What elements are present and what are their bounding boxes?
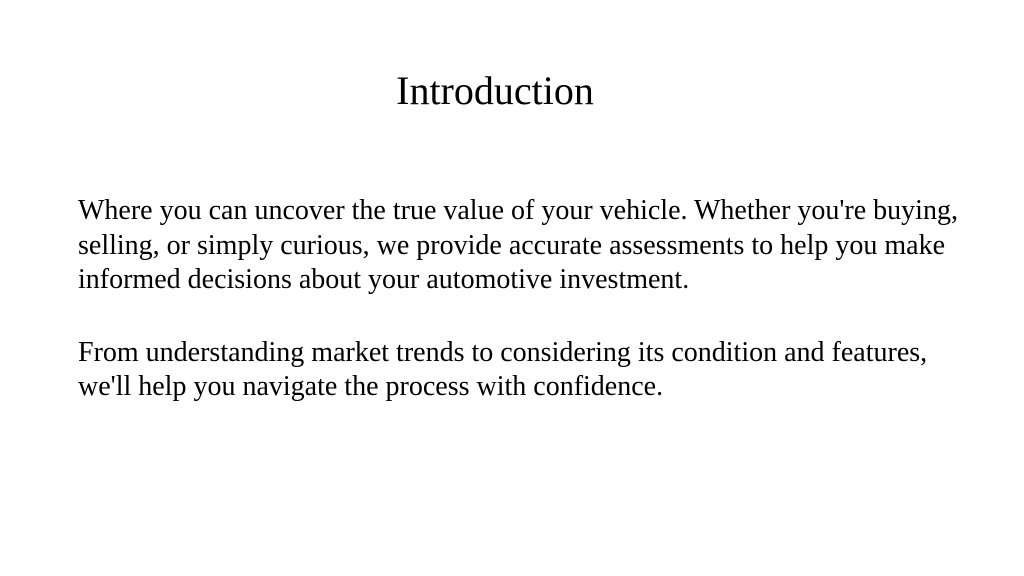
process-paragraph: From understanding market trends to considering its condition and features, we'll help you navigate the process with confidence.	[78, 336, 928, 402]
intro-paragraph: Where you can uncover the true value of your vehicle. Whether you're buying, selling, or simply curious, we provide accurate assessments to help you make informed decisions about your automotive investment.	[78, 195, 958, 295]
slide-title: Introduction	[396, 68, 594, 113]
slide-body	[78, 194, 958, 405]
